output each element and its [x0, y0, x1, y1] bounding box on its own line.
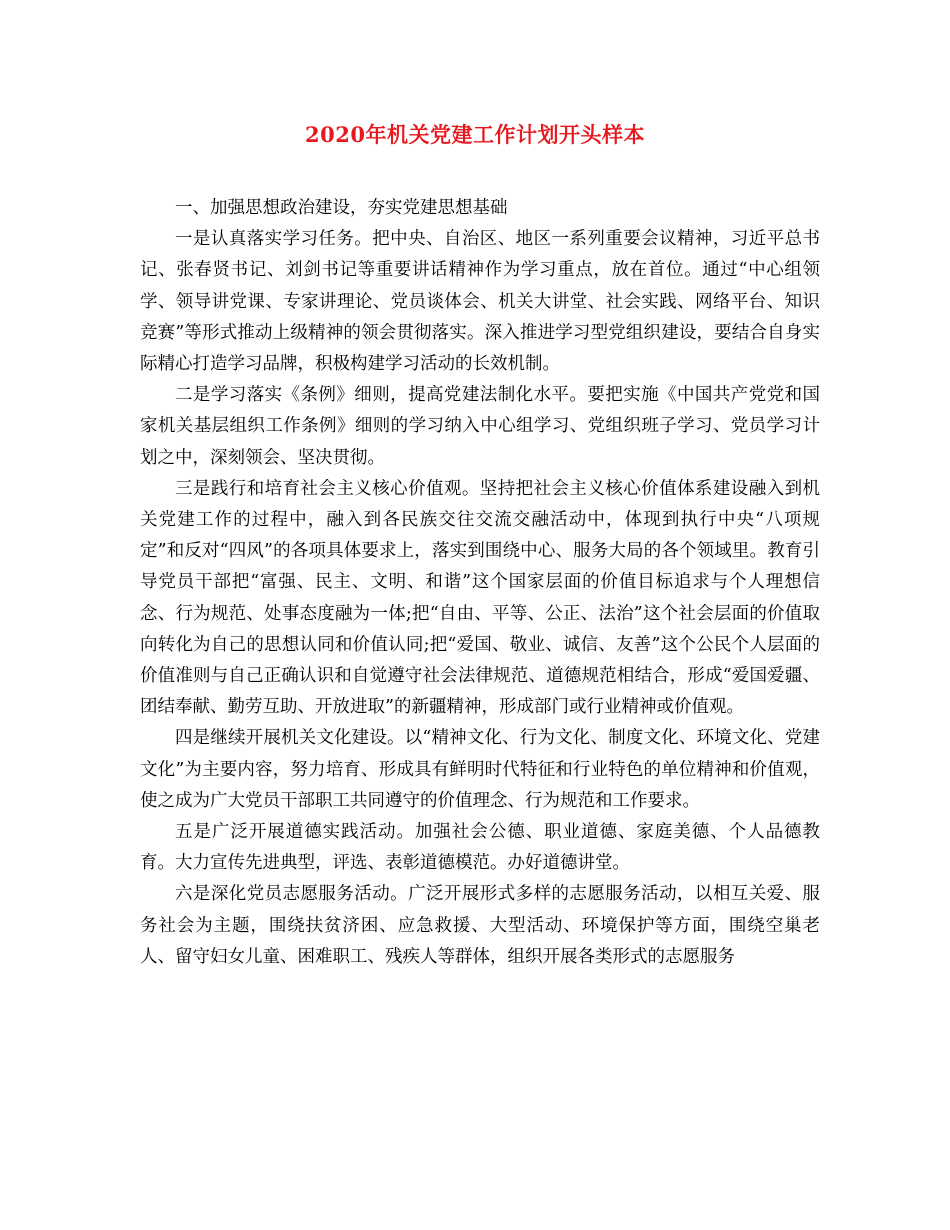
- paragraph: 六是深化党员志愿服务活动。广泛开展形式多样的志愿服务活动，以相互关爱、服务社会为主题，围绕扶贫济困、应急救援、大型活动、环境保护等方面，围绕空巢老人、留守妇女儿童、困难职工、残疾人等群体，组织开展各类形式的志愿服务: [140, 884, 820, 967]
- document-body: [140, 193, 820, 973]
- paragraph: 一是认真落实学习任务。把中央、自治区、地区一系列重要会议精神，习近平总书记、张春贤书记、刘剑书记等重要讲话精神作为学习重点，放在首位。通过“中心组领学、领导讲党课、专家讲理论、党员谈体会、机关大讲堂、社会实践、网络平台、知识竞赛”等形式推动上级精神的领会贯彻落实。深入推进学习型党组织建设，要结合自身实际精心打造学习品牌，积极构建学习活动的长效机制。: [140, 229, 820, 375]
- document-title: 2020年机关党建工作计划开头样本: [305, 122, 645, 147]
- paragraph: 二是学习落实《条例》细则，提高党建法制化水平。要把实施《中国共产党党和国家机关基层组织工作条例》细则的学习纳入中心组学习、党组织班子学习、党员学习计划之中，深刻领会、坚决贯彻。: [140, 385, 820, 468]
- paragraph: 五是广泛开展道德实践活动。加强社会公德、职业道德、家庭美德、个人品德教育。大力宣传先进典型，评选、表彰道德模范。办好道德讲堂。: [140, 822, 820, 874]
- section-heading: 一、加强思想政治建设，夯实党建思想基础: [175, 198, 508, 218]
- paragraph: 三是践行和培育社会主义核心价值观。坚持把社会主义核心价值体系建设融入到机关党建工作的过程中，融入到各民族交往交流交融活动中，体现到执行中央“八项规定”和反对“四风”的各项具体要求上，落实到围绕中心、服务大局的各个领域里。教育引导党员干部把“富强、民主、文明、和谐”这个国家层面的价值目标追求与个人理想信念、行为规范、处事态度融为一体;把“自由、平等、公正、法治”这个社会层面的价值取向转化为自己的思想认同和价值认同;把“爱国、敬业、诚信、友善”这个公民个人层面的价值准则与自己正确认识和自觉遵守社会法律规范、道德规范相结合，形成“爱国爱疆、团结奉献、勤劳互助、开放进取”的新疆精神，形成部门或行业精神或价值观。: [140, 478, 820, 718]
- paragraph: 四是继续开展机关文化建设。以“精神文化、行为文化、制度文化、环境文化、党建文化”为主要内容，努力培育、形成具有鲜明时代特征和行业特色的单位精神和价值观，使之成为广大党员干部职工共同遵守的价值理念、行为规范和工作要求。: [140, 728, 820, 811]
